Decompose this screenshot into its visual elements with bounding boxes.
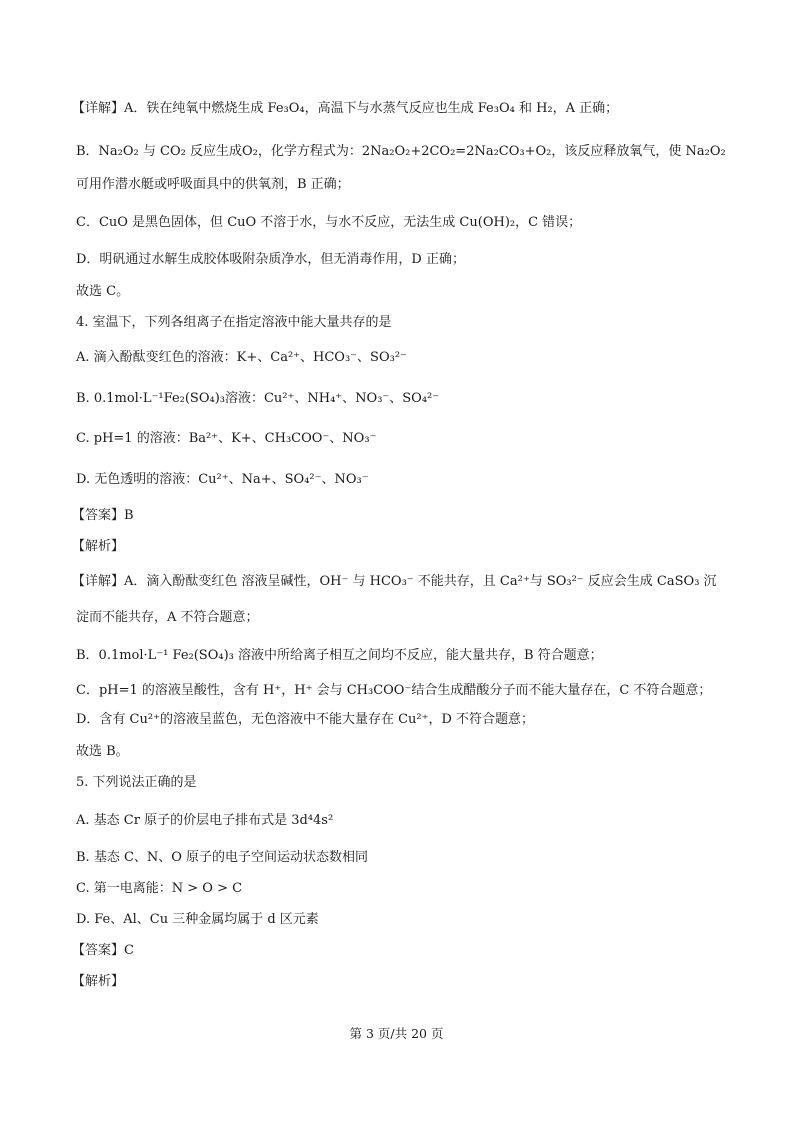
- option-b: B. 0.1mol·L⁻¹Fe₂(SO₄)₃溶液：Cu²⁺、NH₄⁺、NO₃⁻、SO₄²⁻: [76, 391, 440, 406]
- text-line: 【详解】A．滴入酚酞变红色 溶液呈碱性，OH⁻ 与 HCO₃⁻ 不能共存，且 Ca²⁺与 SO₃²⁻ 反应会生成 CaSO₃ 沉: [72, 574, 717, 589]
- text-line: D．明矾通过水解生成胶体吸附杂质净水，但无消毒作用，D 正确；: [76, 252, 465, 267]
- option-d: D. Fe、Al、Cu 三种金属均属于 d 区元素: [76, 912, 319, 927]
- text-line: B．Na₂O₂ 与 CO₂ 反应生成O₂，化学方程式为：2Na₂O₂+2CO₂=2Na₂CO₃+O₂，该反应释放氧气，使 Na₂O₂: [76, 144, 726, 159]
- page-footer: 第 3 页/共 20 页: [349, 1026, 444, 1041]
- text-line: 故选 B。: [76, 744, 129, 759]
- question-stem: 5. 下列说法正确的是: [76, 775, 197, 790]
- text-line: 故选 C。: [76, 284, 130, 299]
- text-line: 【详解】A．铁在纯氧中燃烧生成 Fe₃O₄，高温下与水蒸气反应也生成 Fe₃O₄ 和 H₂，A 正确；: [72, 101, 619, 116]
- text-line: 淀而不能共存，A 不符合题意；: [76, 610, 259, 625]
- text-line: 可用作潜水艇或呼吸面具中的供氧剂，B 正确；: [76, 177, 350, 192]
- option-c: C. pH=1 的溶液：Ba²⁺、K+、CH₃COO⁻、NO₃⁻: [76, 431, 377, 446]
- option-c: C. 第一电离能：N > O > C: [76, 881, 243, 896]
- answer-label: 【答案】C: [72, 943, 134, 958]
- option-b: B. 基态 C、N、O 原子的电子空间运动状态数相同: [76, 850, 369, 865]
- text-line: C．pH=1 的溶液呈酸性，含有 H⁺，H⁺ 会与 CH₃COO⁻结合生成醋酸分子而不能大量存在，C 不符合题意；: [76, 683, 712, 698]
- text-line: B．0.1mol·L⁻¹ Fe₂(SO₄)₃ 溶液中所给离子相互之间均不反应，能大量共存，B 符合题意；: [76, 648, 603, 663]
- text-line: C．CuO 是黑色固体，但 CuO 不溶于水，与水不反应，无法生成 Cu(OH)₂，C 错误；: [76, 215, 582, 230]
- answer-label: 【答案】B: [72, 508, 134, 523]
- analysis-label: 【解析】: [72, 974, 125, 989]
- question-stem: 4. 室温下，下列各组离子在指定溶液中能大量共存的是: [76, 315, 392, 330]
- option-d: D. 无色透明的溶液：Cu²⁺、Na+、SO₄²⁻、NO₃⁻: [76, 472, 369, 487]
- analysis-label: 【解析】: [72, 539, 125, 554]
- option-a: A. 滴入酚酞变红色的溶液：K+、Ca²⁺、HCO₃⁻、SO₃²⁻: [76, 350, 407, 365]
- option-a: A. 基态 Cr 原子的价层电子排布式是 3d⁴4s²: [76, 813, 334, 828]
- text-line: D．含有 Cu²⁺的溶液呈蓝色，无色溶液中不能大量存在 Cu²⁺，D 不符合题意；: [76, 712, 535, 727]
